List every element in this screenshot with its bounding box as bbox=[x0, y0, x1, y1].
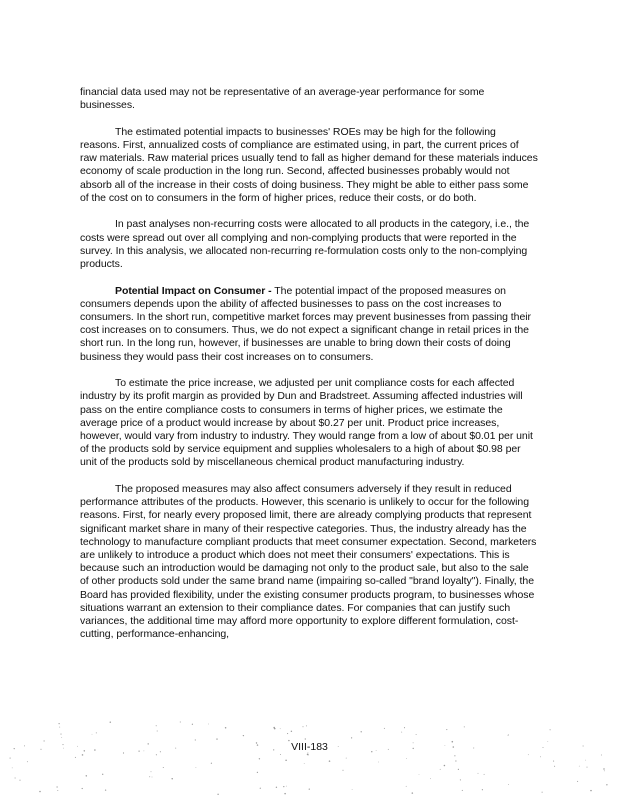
scan-speck bbox=[180, 721, 181, 722]
scan-speck bbox=[478, 773, 479, 774]
scan-speck bbox=[57, 790, 58, 791]
scan-speck bbox=[283, 786, 284, 787]
scan-speck bbox=[542, 792, 543, 793]
scan-speck bbox=[96, 732, 97, 733]
paragraph-performance-attributes bbox=[80, 483, 538, 641]
scan-speck bbox=[458, 769, 459, 770]
scan-speck bbox=[419, 774, 420, 775]
scan-speck bbox=[587, 767, 588, 768]
scan-speck bbox=[59, 727, 60, 728]
scan-speck bbox=[273, 727, 275, 729]
scan-speck bbox=[508, 735, 509, 736]
scan-speck bbox=[585, 760, 586, 761]
paragraph-continued-financial-data bbox=[80, 86, 538, 112]
scan-speck bbox=[601, 755, 602, 756]
scan-speck bbox=[484, 774, 485, 775]
scan-speck bbox=[308, 754, 309, 755]
scan-speck bbox=[12, 768, 13, 769]
scan-speck bbox=[604, 770, 605, 771]
paragraph-impact-on-consumer bbox=[80, 285, 538, 364]
scan-speck bbox=[454, 755, 455, 756]
scan-speck bbox=[274, 728, 276, 730]
scan-speck bbox=[404, 727, 405, 728]
scan-speck bbox=[553, 761, 554, 762]
scan-speck bbox=[384, 728, 385, 729]
scan-speck bbox=[211, 763, 212, 764]
scan-speck bbox=[243, 735, 244, 736]
scan-speck bbox=[401, 732, 402, 733]
scan-speck bbox=[305, 738, 306, 739]
scan-speck bbox=[284, 793, 286, 795]
page-number: VIII-183 bbox=[291, 741, 328, 753]
scan-speck bbox=[606, 784, 607, 785]
scan-speck bbox=[208, 724, 209, 725]
scan-speck bbox=[15, 777, 16, 778]
scan-speck bbox=[460, 779, 461, 780]
scan-speck bbox=[306, 725, 307, 726]
paragraph-price-increase-estimate bbox=[80, 377, 538, 469]
scan-speck bbox=[225, 727, 227, 729]
scan-speck bbox=[579, 766, 580, 767]
paragraph-roe-impacts bbox=[80, 126, 538, 205]
scan-speck bbox=[60, 734, 61, 735]
scan-speck bbox=[285, 759, 287, 761]
scan-speck bbox=[302, 726, 303, 727]
scan-speck bbox=[342, 770, 343, 771]
document-body bbox=[80, 86, 538, 655]
scan-speck bbox=[151, 771, 152, 772]
scan-speck bbox=[554, 766, 555, 767]
scan-speck bbox=[462, 790, 463, 791]
scan-speck bbox=[412, 792, 413, 793]
scan-speck bbox=[216, 738, 217, 739]
scan-speck bbox=[276, 787, 277, 788]
scan-speck bbox=[351, 737, 352, 738]
scan-speck bbox=[152, 777, 153, 778]
scan-speck bbox=[105, 789, 106, 790]
scan-speck bbox=[280, 728, 281, 729]
paragraph-text: The proposed measures may also affect consumers adversely if they result in reduced performance attributes of the products. However, this scenario is unlikely to occur for the following reasons. First, for nearly every proposed limit, there are already complying products that represent significant market share in many of their respective categories. Thus, the industry already has the technology to manufacture compliant products that meet consumer expectation. Second, marketers are unlikely to introduce a product which does not meet their consumers' expectations. This is because such an introduction would be damaging not only to the product sale, but also to the sale of other products sold under the same brand name (impairing so-called "brand loyalty"). Finally, the Board has provided flexibility, under the existing consumer products program, to businesses whose situations warrant an extension to their compliance dates. For companies that can justify such variances, the additional time may afford more opportunity to explore different formulation, cost-cutting, performance-enhancing, bbox=[80, 483, 537, 641]
scan-speck bbox=[508, 784, 509, 785]
scan-speck bbox=[39, 791, 41, 793]
scan-speck bbox=[346, 758, 347, 759]
scan-speck bbox=[82, 788, 83, 789]
scan-speck bbox=[10, 758, 11, 759]
scan-speck bbox=[280, 754, 281, 755]
scan-speck bbox=[75, 757, 76, 758]
scan-speck bbox=[27, 761, 28, 762]
scan-speck bbox=[110, 721, 111, 722]
scan-speck bbox=[430, 778, 431, 779]
scan-speck bbox=[217, 794, 218, 795]
scan-speck bbox=[508, 734, 509, 735]
scan-speck bbox=[590, 790, 591, 791]
paragraph-text: The estimated potential impacts to businesses' ROEs may be high for the following reasons. First, annualized costs of compliance are estimated using, in part, the current prices of raw materials. Raw material prices usually tend to fall as higher demand for these materials induces economy of scale production in the long run. Second, affected businesses probably would not absorb all of the increase in their costs of doing business. They might be able to either pass some of the cost on to consumers in the form of higher prices, reduce their costs, or do both. bbox=[80, 125, 538, 204]
scan-speck bbox=[171, 778, 172, 779]
scan-speck bbox=[444, 765, 446, 767]
scan-speck bbox=[260, 788, 261, 789]
scan-speck bbox=[61, 737, 62, 738]
scan-speck bbox=[92, 734, 93, 735]
scan-speck bbox=[163, 767, 164, 768]
scan-speck bbox=[19, 780, 20, 781]
paragraph-text: The potential impact of the proposed measures on consumers depends upon the ability of affected businesses to pass on the cost increases to consumers. In the short run, competitive market forces may prevent businesses from passing their cost increases on to consumers. Thus, we do not expect a significant change in retail prices in the short run. In the long run, however, if businesses are unable to bring down their costs of doing business they would pass their cost increases on to consumers. bbox=[80, 284, 531, 363]
scan-speck bbox=[464, 726, 465, 727]
scan-speck bbox=[577, 781, 578, 782]
scan-speck bbox=[196, 767, 197, 768]
scan-speck bbox=[287, 733, 288, 734]
scan-speck bbox=[149, 776, 150, 777]
scan-speck bbox=[259, 758, 260, 759]
scan-speck bbox=[540, 756, 541, 757]
scan-speck bbox=[307, 754, 308, 755]
paragraph-text: In past analyses non-recurring costs were allocated to all products in the category, i.e., the costs were spread out over all complying and non-complying products that were reported in the survey. In this analysis, we allocated non-recurring re-formulation costs only to the non-complying products. bbox=[80, 218, 530, 271]
scan-speck bbox=[550, 729, 551, 730]
scan-speck bbox=[82, 754, 84, 756]
scan-speck bbox=[102, 774, 103, 775]
scan-speck bbox=[86, 775, 87, 776]
paragraph-text: financial data used may not be representative of an average-year performance for some businesses. bbox=[80, 86, 485, 112]
scan-speck bbox=[286, 786, 287, 787]
scan-speck bbox=[329, 760, 331, 762]
scan-speck bbox=[59, 723, 60, 724]
scan-speck bbox=[378, 762, 379, 763]
scan-speck bbox=[482, 789, 483, 790]
scan-speck bbox=[156, 754, 157, 755]
scan-speck bbox=[309, 788, 310, 789]
paragraph-non-recurring-costs bbox=[80, 218, 538, 271]
scan-speck bbox=[192, 724, 193, 725]
scan-speck bbox=[352, 789, 353, 790]
scan-speck bbox=[406, 758, 407, 759]
scan-speck bbox=[455, 760, 456, 761]
scan-speck bbox=[157, 731, 158, 732]
scan-speck bbox=[406, 786, 407, 787]
scan-speck bbox=[528, 754, 529, 755]
scan-speck bbox=[291, 731, 292, 732]
scan-speck bbox=[361, 731, 362, 732]
scan-speck bbox=[156, 725, 157, 726]
scan-speck bbox=[304, 763, 305, 764]
scan-speck bbox=[56, 786, 57, 787]
paragraph-text: To estimate the price increase, we adjusted per unit compliance costs for each affected industry by its profit margin as provided by Dun and Bradstreet. Assuming affected industries will pass on the entire compliance costs to consumers in terms of higher prices, we estimate the average price of a product would increase by about $0.27 per unit. Product price increases, however, would vary from industry to industry. They would range from a low of about $0.01 per unit of the products sold by service equipment and supplies wholesalers to a high of about $0.98 per unit of the products sold by miscellaneous chemical product manufacturing industry. bbox=[80, 377, 533, 469]
scan-speck bbox=[257, 772, 258, 773]
scan-speck bbox=[416, 734, 417, 735]
scan-speck bbox=[603, 768, 604, 769]
scan-speck bbox=[446, 729, 447, 730]
section-heading-consumer-impact: Potential Impact on Consumer - bbox=[115, 284, 272, 297]
scan-speck bbox=[440, 769, 441, 770]
